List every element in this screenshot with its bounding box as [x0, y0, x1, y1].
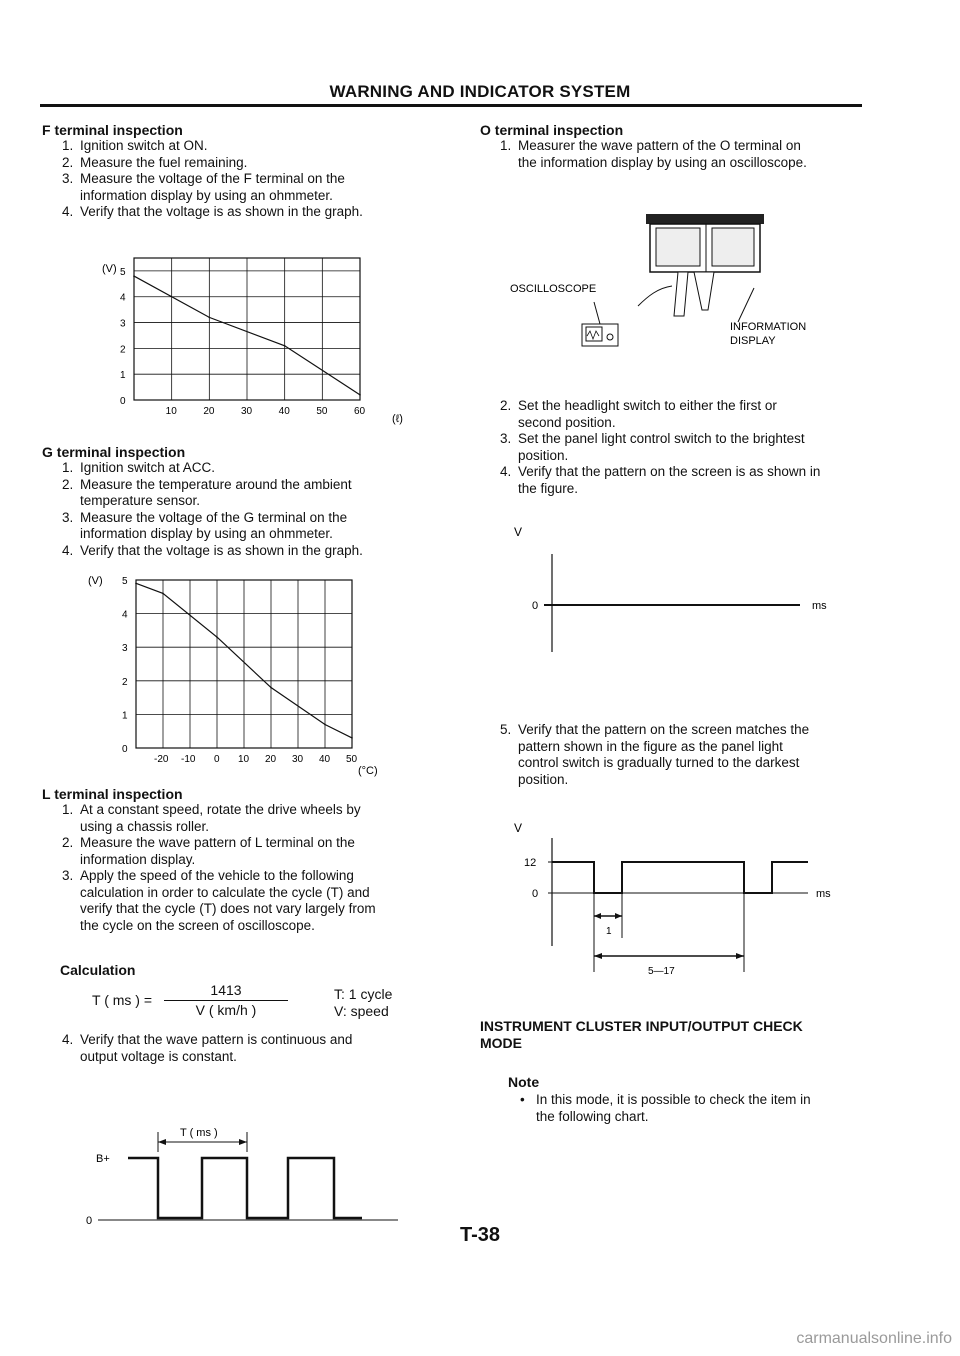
- pulse-period-label: 5—17: [648, 966, 675, 977]
- pulse-wave-signal: [552, 862, 808, 893]
- l-terminal-heading: L terminal inspection: [42, 786, 183, 802]
- waveform-zero-label: 0: [86, 1215, 93, 1227]
- g-chart-xlabel: (°C): [358, 765, 378, 777]
- f-step-1: 1. Ignition switch at ON.: [62, 138, 208, 153]
- waveform-signal: [128, 1158, 362, 1218]
- watermark: carmanualsonline.info: [796, 1330, 952, 1347]
- f-x-tick-label: 10: [165, 406, 177, 417]
- f-step-2: 2. Measure the fuel remaining.: [62, 154, 248, 170]
- o-step-1: 1. Measurer the wave pattern of the O terminal on the information display by using an oscilloscope.: [500, 138, 807, 170]
- waveform-period-label: T ( ms ): [180, 1127, 218, 1139]
- o-step-5: 5. Verify that the pattern on the screen matches the pattern shown in the figure as the panel light control switch is gradually turned to the darkest position.: [500, 722, 810, 787]
- oscilloscope-figure: [498, 206, 858, 356]
- flat-waveform: [510, 520, 870, 660]
- display-top-bar: [646, 214, 764, 224]
- f-x-tick-label: 20: [203, 406, 215, 417]
- cluster-heading: INSTRUMENT CLUSTER INPUT/OUTPUT CHECK MODE: [480, 1018, 803, 1051]
- note-heading: Note: [508, 1074, 540, 1090]
- calculation-legend-v: V: speed: [334, 1003, 389, 1019]
- g-chart-ylabel: (V): [88, 575, 103, 587]
- g-x-tick-label: -20: [154, 754, 169, 765]
- display-label-1: INFORMATION: [730, 321, 807, 333]
- l-step-3: 3. Apply the speed of the vehicle to the following calculation in order to calculate the cycle (T) and verify that the cycle (T) does not vary largely from the cycle on the screen of oscilloscope.: [62, 868, 376, 933]
- o-step-3: 3. Set the panel light control switch to the brightest position.: [500, 431, 805, 463]
- note-body: • In this mode, it is possible to check the item in the following chart.: [520, 1092, 811, 1124]
- g-step-4: 4. Verify that the voltage is as shown in the graph.: [62, 542, 363, 558]
- o-terminal-section: [480, 122, 900, 171]
- calculation-legend-t: T: 1 cycle: [334, 986, 393, 1002]
- g-step-3: 3. Measure the voltage of the G terminal on the information display by using an ohmmeter.: [62, 509, 348, 541]
- o-terminal-steps-b: [500, 398, 900, 497]
- g-y-tick-label: 0: [122, 744, 128, 755]
- g-terminal-heading: G terminal inspection: [42, 444, 186, 460]
- g-x-tick-label: 50: [346, 754, 358, 765]
- f-chart-xlabel: (ℓ): [392, 413, 403, 425]
- f-x-tick-label: 40: [278, 406, 290, 417]
- oscilloscope-label: OSCILLOSCOPE: [510, 283, 597, 295]
- g-y-tick-label: 3: [122, 643, 128, 655]
- pulse-wave-ms-label: ms: [816, 888, 831, 900]
- flat-wave-zero-label: 0: [532, 600, 539, 612]
- fraction-bar: [164, 1000, 288, 1001]
- pulse-wave-high-label: 12: [524, 857, 537, 869]
- page-header-title: WARNING AND INDICATOR SYSTEM: [329, 82, 631, 101]
- f-terminal-section: [42, 122, 462, 221]
- note-bullet: •: [520, 1092, 525, 1107]
- f-y-tick-label: 5: [120, 266, 126, 278]
- display-label-2: DISPLAY: [730, 335, 776, 347]
- g-y-tick-label: 1: [122, 710, 128, 722]
- l-terminal-section: [42, 786, 462, 934]
- o-terminal-heading: O terminal inspection: [480, 122, 624, 138]
- g-step-2: 2. Measure the temperature around the ambient temperature sensor.: [62, 476, 352, 508]
- header-divider: [40, 104, 862, 107]
- g-x-tick-label: 40: [319, 754, 331, 765]
- f-step-4: 4. Verify that the voltage is as shown in the graph.: [62, 204, 363, 219]
- f-x-tick-label: 60: [354, 406, 366, 417]
- f-x-tick-label: 30: [241, 406, 253, 417]
- g-step-1: 1. Ignition switch at ACC.: [62, 460, 216, 475]
- f-chart-ylabel: (V): [102, 263, 117, 275]
- f-step-3: 3. Measure the voltage of the F terminal on the information display by using an ohmmeter.: [62, 171, 345, 203]
- g-y-tick-label: 4: [122, 609, 128, 621]
- pulse-wave-v-label: V: [514, 821, 523, 835]
- o-step-2: 2. Set the headlight switch to either the first or second position.: [500, 398, 777, 430]
- l-step-4: 4. Verify that the wave pattern is continuous and output voltage is constant.: [62, 1032, 353, 1064]
- probe-lead: [638, 286, 672, 306]
- g-chart-grid: [135, 580, 353, 748]
- flat-wave-v-label: V: [514, 525, 523, 539]
- g-x-tick-label: 30: [292, 754, 304, 765]
- f-terminal-chart: [90, 248, 430, 428]
- f-chart-grid: [133, 258, 361, 400]
- period-arrow-right: [239, 1139, 247, 1145]
- waveform-high-label: B+: [96, 1153, 110, 1165]
- f-terminal-heading: F terminal inspection: [42, 122, 183, 138]
- g-x-tick-label: -10: [181, 754, 196, 765]
- g-x-tick-label: 0: [214, 754, 220, 765]
- flat-wave-ms-label: ms: [812, 600, 827, 612]
- page-number: T-38: [459, 1224, 501, 1246]
- g-x-tick-label: 10: [238, 754, 250, 765]
- period-arrow-left: [158, 1139, 166, 1145]
- f-y-tick-label: 1: [120, 370, 126, 382]
- f-x-tick-label: 50: [316, 406, 328, 417]
- o-step-4: 4. Verify that the pattern on the screen is as shown in the figure.: [500, 464, 821, 496]
- l-step-2: 2. Measure the wave pattern of L terminal on the information display.: [62, 835, 355, 867]
- l-terminal-steps: [42, 802, 462, 934]
- pulse-wave-zero-label: 0: [532, 888, 539, 900]
- f-y-tick-label: 0: [120, 396, 126, 407]
- pulse-width-label: 1: [606, 926, 612, 937]
- g-terminal-chart: [80, 570, 410, 780]
- g-terminal-steps: [42, 460, 462, 559]
- display-connector-right: [694, 272, 714, 310]
- g-y-tick-label: 2: [122, 676, 128, 688]
- g-terminal-section: [42, 444, 462, 559]
- f-y-tick-label: 3: [120, 318, 126, 330]
- l-step-1: 1. At a constant speed, rotate the drive wheels by using a chassis roller.: [62, 802, 361, 834]
- f-terminal-steps: [42, 138, 462, 221]
- calculation-lhs: T ( ms ) =: [92, 992, 153, 1008]
- display-connector-left: [674, 272, 688, 316]
- g-x-tick-label: 20: [265, 754, 277, 765]
- g-y-tick-label: 5: [122, 576, 128, 587]
- calculation-denominator: V ( km/h ): [195, 1002, 257, 1018]
- l-terminal-waveform: [80, 1118, 410, 1228]
- f-y-tick-label: 2: [120, 344, 126, 356]
- f-y-tick-label: 4: [120, 292, 126, 304]
- calculation-numerator: 1413: [210, 982, 242, 998]
- pulse-waveform: [510, 818, 870, 978]
- calculation-heading: Calculation: [60, 962, 136, 978]
- o-terminal-steps: [480, 138, 900, 171]
